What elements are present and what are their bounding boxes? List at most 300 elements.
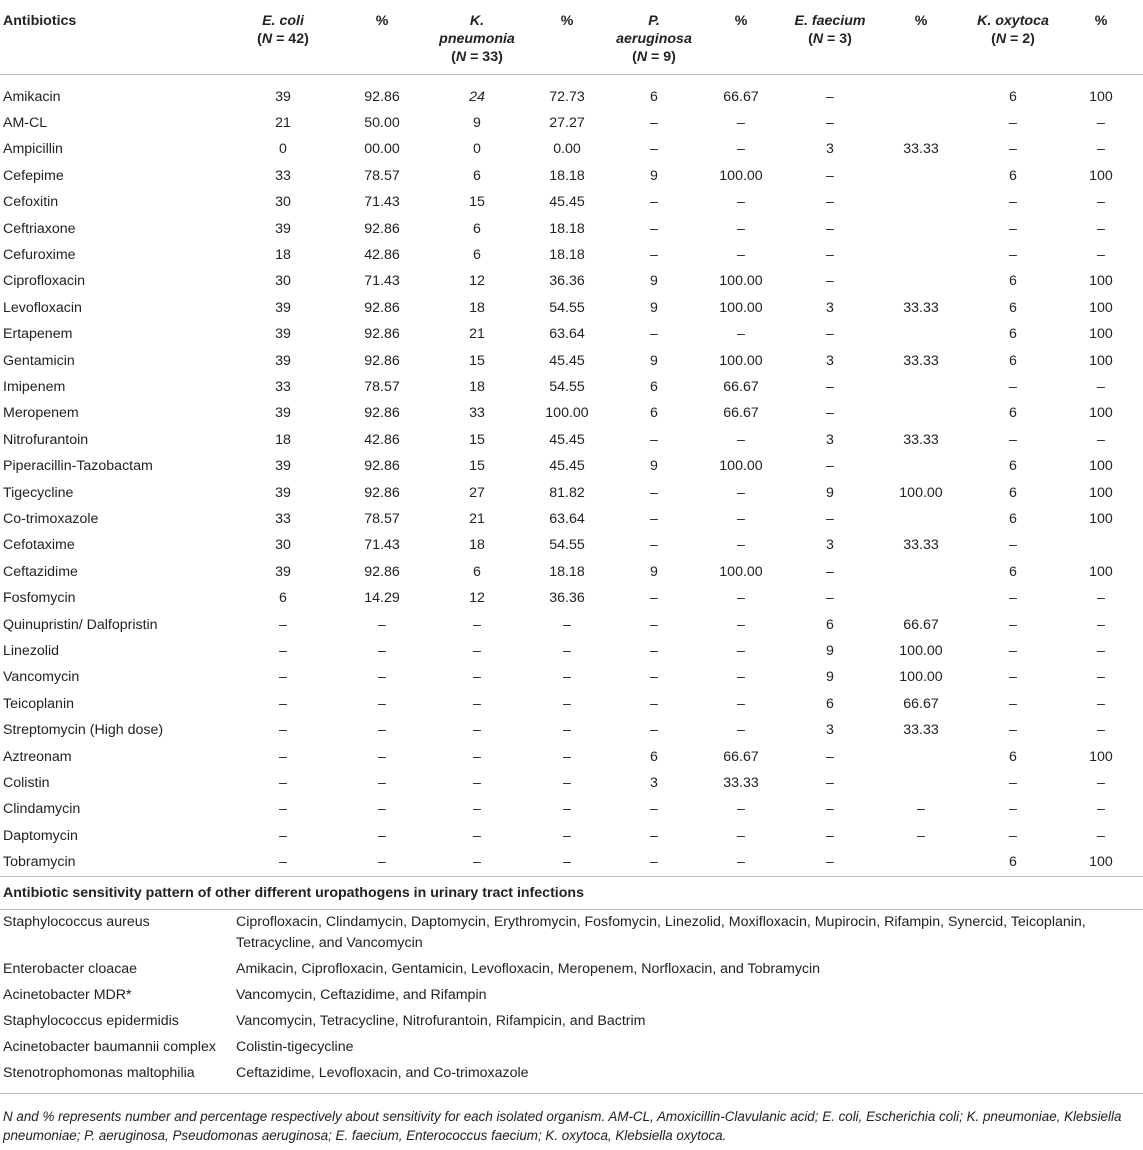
table-cell: 6	[1009, 273, 1017, 290]
table-cell: –	[563, 748, 571, 765]
table-cell: –	[1009, 643, 1017, 660]
organism-antibiotics: Amikacin, Ciprofloxacin, Gentamicin, Levofloxacin, Meropenem, Norfloxacin, and Tobramycin	[236, 961, 821, 978]
table-cell: –	[737, 590, 745, 607]
table-cell: –	[279, 643, 287, 660]
table-cell: –	[1009, 827, 1017, 844]
table-cell: 3	[826, 352, 834, 369]
header-ecoli	[233, 0, 333, 74]
table-cell: –	[563, 775, 571, 792]
table-cell: 100	[1089, 273, 1113, 290]
table-cell: –	[1097, 722, 1105, 739]
table-cell: –	[826, 458, 834, 475]
table-cell: 39	[275, 326, 291, 343]
list-item	[0, 983, 1143, 1009]
table-cell: 6	[473, 246, 481, 263]
table-cell: –	[650, 643, 658, 660]
table-cell: –	[563, 616, 571, 633]
antibiotic-name: Meropenem	[3, 405, 79, 422]
table-cell: 39	[275, 563, 291, 580]
antibiotic-name: Tigecycline	[3, 484, 74, 501]
table-row	[0, 242, 1143, 268]
table-cell: –	[1009, 669, 1017, 686]
table-row	[0, 638, 1143, 664]
table-cell: 100	[1089, 326, 1113, 343]
table-cell: –	[650, 484, 658, 501]
header-paeruginosa-name: P. aeruginosa	[616, 13, 692, 47]
antibiotic-name: Ceftazidime	[3, 563, 78, 580]
table-cell: 6	[650, 378, 658, 395]
table-cell: 54.55	[549, 299, 585, 316]
table-cell: 6	[967, 849, 1059, 876]
table-cell: –	[1097, 643, 1105, 660]
table-cell: 6	[650, 405, 658, 422]
table-cell: 63.64	[549, 511, 585, 527]
table-cell: 39	[275, 220, 291, 237]
table-row	[0, 717, 1143, 743]
table-cell: –	[826, 590, 834, 607]
table-cell: 9	[650, 273, 658, 290]
table-cell: 78.57	[364, 511, 400, 527]
table-cell	[875, 374, 967, 400]
table-cell: –	[563, 801, 571, 818]
table-cell: 9	[826, 669, 834, 686]
table-cell: –	[917, 801, 925, 818]
table-cell: 3	[826, 141, 834, 158]
table-cell: 92.86	[364, 299, 400, 316]
table-cell: –	[737, 220, 745, 237]
table-cell: 24	[469, 88, 485, 105]
table-cell: –	[650, 431, 658, 448]
table-cell: –	[378, 643, 386, 660]
table-cell: 18	[469, 299, 485, 316]
header-koxytoca-n: (N = 2)	[991, 31, 1035, 47]
table-row	[0, 532, 1143, 558]
table-body	[0, 74, 1143, 876]
table-row	[0, 664, 1143, 690]
table-cell: 3	[826, 299, 834, 316]
table-row	[0, 216, 1143, 242]
antibiotic-name: Cefuroxime	[3, 246, 76, 263]
table-cell	[875, 268, 967, 294]
table-cell: 63.64	[549, 326, 585, 343]
table-cell: 92.86	[364, 220, 400, 237]
table-cell	[875, 559, 967, 585]
table-cell: 00.00	[364, 141, 400, 158]
table-cell	[1059, 532, 1143, 558]
other-section-body	[0, 909, 1143, 1093]
table-cell: –	[1009, 431, 1017, 448]
table-cell: –	[233, 849, 333, 876]
table-cell: –	[737, 114, 745, 131]
table-row	[0, 796, 1143, 822]
table-cell: –	[1097, 616, 1105, 633]
table-cell: –	[563, 643, 571, 660]
table-cell: 45.45	[549, 431, 585, 448]
table-cell: 100.00	[719, 563, 763, 580]
table-cell: –	[737, 246, 745, 263]
table-cell: –	[378, 722, 386, 739]
table-cell: –	[378, 695, 386, 712]
table-cell	[875, 770, 967, 796]
table-cell: –	[650, 537, 658, 554]
table-row	[0, 374, 1143, 400]
antibiotic-name: Quinupristin/ Dalfopristin	[3, 616, 158, 633]
table-cell: 100	[1089, 299, 1113, 316]
table-cell: 21	[469, 326, 485, 343]
table-cell: 6	[1009, 88, 1017, 105]
table-cell: –	[473, 748, 481, 765]
table-cell: –	[279, 616, 287, 633]
table-cell: –	[1097, 669, 1105, 686]
table-cell: 100	[1089, 484, 1113, 501]
table-cell: 100	[1089, 563, 1113, 580]
organism-antibiotics: Vancomycin, Tetracycline, Nitrofurantoin, Rifampicin, and Bactrim	[236, 1013, 646, 1030]
table-cell: –	[826, 326, 834, 343]
table-row	[0, 770, 1143, 796]
header-ecoli-percent: %	[333, 0, 431, 74]
table-row	[0, 559, 1143, 585]
header-kpneumonia-percent: %	[523, 0, 611, 74]
table-row	[0, 189, 1143, 215]
table-cell: 18.18	[549, 246, 585, 263]
table-cell: –	[611, 849, 697, 876]
table-cell: 6	[1009, 326, 1017, 343]
other-section-title: Antibiotic sensitivity pattern of other different uropathogens in urinary tract infections	[0, 876, 1143, 909]
table-cell: 33.33	[903, 722, 939, 739]
header-kpneumonia-name: K. pneumonia	[439, 13, 515, 47]
table-cell: –	[1009, 220, 1017, 237]
table-cell: 21	[275, 114, 291, 131]
table-cell: 78.57	[364, 167, 400, 184]
table-cell: –	[1097, 590, 1105, 607]
table-cell: –	[333, 849, 431, 876]
header-antibiotics: Antibiotics	[0, 0, 233, 74]
table-cell: –	[279, 801, 287, 818]
table-cell: 100.00	[719, 273, 763, 290]
table-cell	[875, 189, 967, 215]
table-cell: –	[563, 669, 571, 686]
table-cell: 92.86	[364, 326, 400, 343]
antibiotic-name: Amikacin	[3, 88, 61, 105]
table-cell: 18	[469, 537, 485, 554]
antibiotic-name: Piperacillin-Tazobactam	[3, 458, 153, 475]
table-cell	[875, 216, 967, 242]
table-cell: –	[650, 669, 658, 686]
table-cell: 100	[1089, 167, 1113, 184]
table-cell: 6	[473, 220, 481, 237]
table-cell: 9	[826, 484, 834, 501]
table-cell: 33	[469, 405, 485, 422]
table-cell: –	[1097, 194, 1105, 211]
table-cell: 100.00	[899, 484, 943, 501]
antibiotic-name: Cefepime	[3, 167, 64, 184]
table-cell: 9	[650, 299, 658, 316]
table-cell: –	[279, 669, 287, 686]
table-cell: –	[1097, 695, 1105, 712]
table-cell: 92.86	[364, 88, 400, 105]
table-cell: 100.00	[719, 299, 763, 316]
table-cell: –	[279, 827, 287, 844]
table-cell: 0	[473, 141, 481, 158]
table-cell: –	[650, 616, 658, 633]
table-cell: 6	[279, 590, 287, 607]
table-cell: 6	[473, 563, 481, 580]
table-cell: 33.33	[903, 537, 939, 554]
table-cell: 21	[469, 511, 485, 527]
table-cell: –	[378, 669, 386, 686]
table-cell: 66.67	[723, 378, 759, 395]
table-cell: 15	[469, 352, 485, 369]
table-cell: 66.67	[723, 748, 759, 765]
table-cell: –	[378, 775, 386, 792]
table-cell: 100	[1089, 88, 1113, 105]
table-cell: 0.00	[553, 141, 581, 158]
table-cell: –	[826, 775, 834, 792]
table-cell: 100	[1089, 458, 1113, 475]
table-cell: 18.18	[549, 220, 585, 237]
table-cell: –	[826, 801, 834, 818]
table-cell: 78.57	[364, 378, 400, 395]
header-kpneumonia	[431, 0, 523, 74]
table-cell: –	[650, 695, 658, 712]
table-cell: 6	[1009, 511, 1017, 527]
table-cell: –	[473, 616, 481, 633]
table-cell: 6	[650, 88, 658, 105]
table-cell: –	[473, 722, 481, 739]
table-cell: 3	[826, 537, 834, 554]
table-cell: –	[826, 827, 834, 844]
table-cell: 15	[469, 194, 485, 211]
table-cell: 100.00	[899, 643, 943, 660]
header-koxytoca-percent: %	[1059, 0, 1143, 74]
table-cell: 39	[275, 352, 291, 369]
table-cell: 12	[469, 590, 485, 607]
table-cell: 27	[469, 484, 485, 501]
table-cell: –	[1009, 722, 1017, 739]
table-cell: –	[826, 405, 834, 422]
table-cell: –	[279, 775, 287, 792]
table-cell: –	[1097, 378, 1105, 395]
other-section	[0, 876, 1143, 909]
table-cell: –	[650, 326, 658, 343]
table-cell: –	[697, 849, 785, 876]
table-cell: –	[826, 748, 834, 765]
table-cell: –	[1009, 590, 1017, 607]
table-cell	[875, 453, 967, 479]
table-row	[0, 849, 1143, 876]
table-cell: –	[1009, 141, 1017, 158]
table-cell: –	[650, 141, 658, 158]
table-cell: 9	[650, 352, 658, 369]
table-cell: 36.36	[549, 273, 585, 290]
table-cell: 3	[650, 775, 658, 792]
table-cell: 14.29	[364, 590, 400, 607]
table-cell: 45.45	[549, 194, 585, 211]
antibiotic-name: Fosfomycin	[3, 590, 76, 607]
antibiotic-name: Clindamycin	[3, 801, 81, 818]
table-cell: –	[826, 511, 834, 527]
table-cell: 9	[650, 167, 658, 184]
antibiotic-name: Ceftriaxone	[3, 220, 76, 237]
table-cell: 92.86	[364, 405, 400, 422]
table-cell: –	[378, 827, 386, 844]
antibiotic-name: Cefoxitin	[3, 194, 59, 211]
table-row	[0, 480, 1143, 506]
antibiotic-name: Tobramycin	[0, 849, 233, 876]
header-efaecium-percent: %	[875, 0, 967, 74]
table-cell: –	[737, 643, 745, 660]
table-cell: –	[431, 849, 523, 876]
table-cell: –	[1009, 246, 1017, 263]
table-cell: 66.67	[723, 405, 759, 422]
table-cell: –	[1009, 114, 1017, 131]
antibiotic-name: Linezolid	[3, 643, 60, 660]
antibiotic-name: Cefotaxime	[3, 537, 75, 554]
table-cell: 33.33	[903, 299, 939, 316]
table-cell: –	[523, 849, 611, 876]
table-cell: 9	[473, 114, 481, 131]
table-cell: 39	[275, 405, 291, 422]
table-cell: –	[826, 88, 834, 105]
antibiotic-name: Teicoplanin	[3, 695, 74, 712]
list-item	[0, 957, 1143, 983]
antibiotic-name: Streptomycin (High dose)	[3, 722, 164, 739]
table-row	[0, 136, 1143, 162]
table-cell: 6	[1009, 167, 1017, 184]
table-cell: 42.86	[364, 246, 400, 263]
list-item	[0, 1009, 1143, 1035]
table-cell: 54.55	[549, 378, 585, 395]
antibiotic-name: Colistin	[3, 775, 50, 792]
header-ecoli-n: (N = 42)	[257, 31, 309, 47]
table-cell: –	[473, 801, 481, 818]
table-cell: 6	[1009, 458, 1017, 475]
table-cell: 18	[275, 246, 291, 263]
table-cell: 6	[1009, 748, 1017, 765]
table-cell: 33	[275, 167, 291, 184]
table-cell: 36.36	[549, 590, 585, 607]
table-cell: 18.18	[549, 563, 585, 580]
table-cell: –	[826, 167, 834, 184]
table-cell: 18.18	[549, 167, 585, 184]
table-cell: –	[650, 801, 658, 818]
table-cell: 100.00	[719, 458, 763, 475]
table-cell	[875, 74, 967, 110]
table-cell: –	[737, 537, 745, 554]
table-cell: 45.45	[549, 458, 585, 475]
table-cell: –	[473, 695, 481, 712]
table-cell: –	[1097, 801, 1105, 818]
table-cell: –	[1097, 141, 1105, 158]
table-row	[0, 744, 1143, 770]
table-cell: 6	[1009, 484, 1017, 501]
table-cell: 33	[275, 378, 291, 395]
table-cell: –	[1097, 775, 1105, 792]
table-cell: –	[826, 378, 834, 395]
table-cell: –	[1009, 378, 1017, 395]
table-cell: –	[1009, 801, 1017, 818]
table-cell	[875, 744, 967, 770]
table-cell: 50.00	[364, 114, 400, 131]
antibiotic-name: Co-trimoxazole	[3, 511, 99, 527]
table-cell: –	[737, 616, 745, 633]
table-cell: –	[378, 801, 386, 818]
table-cell: –	[1009, 616, 1017, 633]
table-cell: 66.67	[903, 616, 939, 633]
table-cell: –	[473, 775, 481, 792]
table-cell: –	[650, 194, 658, 211]
table-cell	[875, 400, 967, 426]
table-cell: 6	[1009, 405, 1017, 422]
table-cell: 100	[1089, 511, 1113, 527]
antibiotic-name: Ampicillin	[3, 141, 63, 158]
header-paeruginosa-n: (N = 9)	[632, 49, 676, 65]
table-cell: –	[650, 722, 658, 739]
header-ecoli-name: E. coli	[262, 13, 304, 29]
table-cell: 33.33	[903, 141, 939, 158]
table-cell	[875, 242, 967, 268]
table-cell: 100.00	[899, 669, 943, 686]
list-item	[0, 909, 1143, 957]
table-cell: –	[737, 801, 745, 818]
table-cell: –	[650, 114, 658, 131]
organism-name: Acinetobacter MDR*	[3, 987, 132, 1004]
table-cell: 33.33	[723, 775, 759, 792]
table-cell: 71.43	[364, 537, 400, 554]
table-cell: –	[1009, 194, 1017, 211]
table-cell: 6	[1009, 299, 1017, 316]
table-cell: –	[1009, 775, 1017, 792]
table-cell	[875, 163, 967, 189]
table-cell: –	[650, 511, 658, 527]
table-row	[0, 74, 1143, 110]
table-cell: 33.33	[903, 431, 939, 448]
table-cell: 66.67	[903, 695, 939, 712]
table-row	[0, 400, 1143, 426]
table-cell: 33.33	[903, 352, 939, 369]
table-cell: 9	[650, 458, 658, 475]
header-efaecium	[785, 0, 875, 74]
table-cell: 42.86	[364, 431, 400, 448]
table-cell: 45.45	[549, 352, 585, 369]
table-cell: 39	[275, 484, 291, 501]
table-row	[0, 321, 1143, 347]
table-cell: –	[1009, 695, 1017, 712]
table-cell: –	[826, 273, 834, 290]
table-cell: 81.82	[549, 484, 585, 501]
table-cell	[875, 506, 967, 532]
table-cell: –	[737, 326, 745, 343]
table-cell: 71.43	[364, 273, 400, 290]
table-cell: –	[785, 849, 875, 876]
table-cell: 15	[469, 458, 485, 475]
table-cell	[875, 110, 967, 136]
table-cell: –	[737, 695, 745, 712]
header-efaecium-n: (N = 3)	[808, 31, 852, 47]
table-cell: 100	[1089, 405, 1113, 422]
table-cell: –	[1097, 220, 1105, 237]
table-cell: –	[279, 748, 287, 765]
header-koxytoca	[967, 0, 1059, 74]
table-cell: –	[279, 695, 287, 712]
organism-name: Acinetobacter baumannii complex	[3, 1039, 216, 1056]
table-cell: –	[917, 827, 925, 844]
organism-name: Enterobacter cloacae	[3, 961, 138, 978]
antibiotic-name: Levofloxacin	[3, 299, 82, 316]
table-cell: 100.00	[545, 405, 589, 422]
table-cell: –	[737, 194, 745, 211]
table-cell: 18	[469, 378, 485, 395]
